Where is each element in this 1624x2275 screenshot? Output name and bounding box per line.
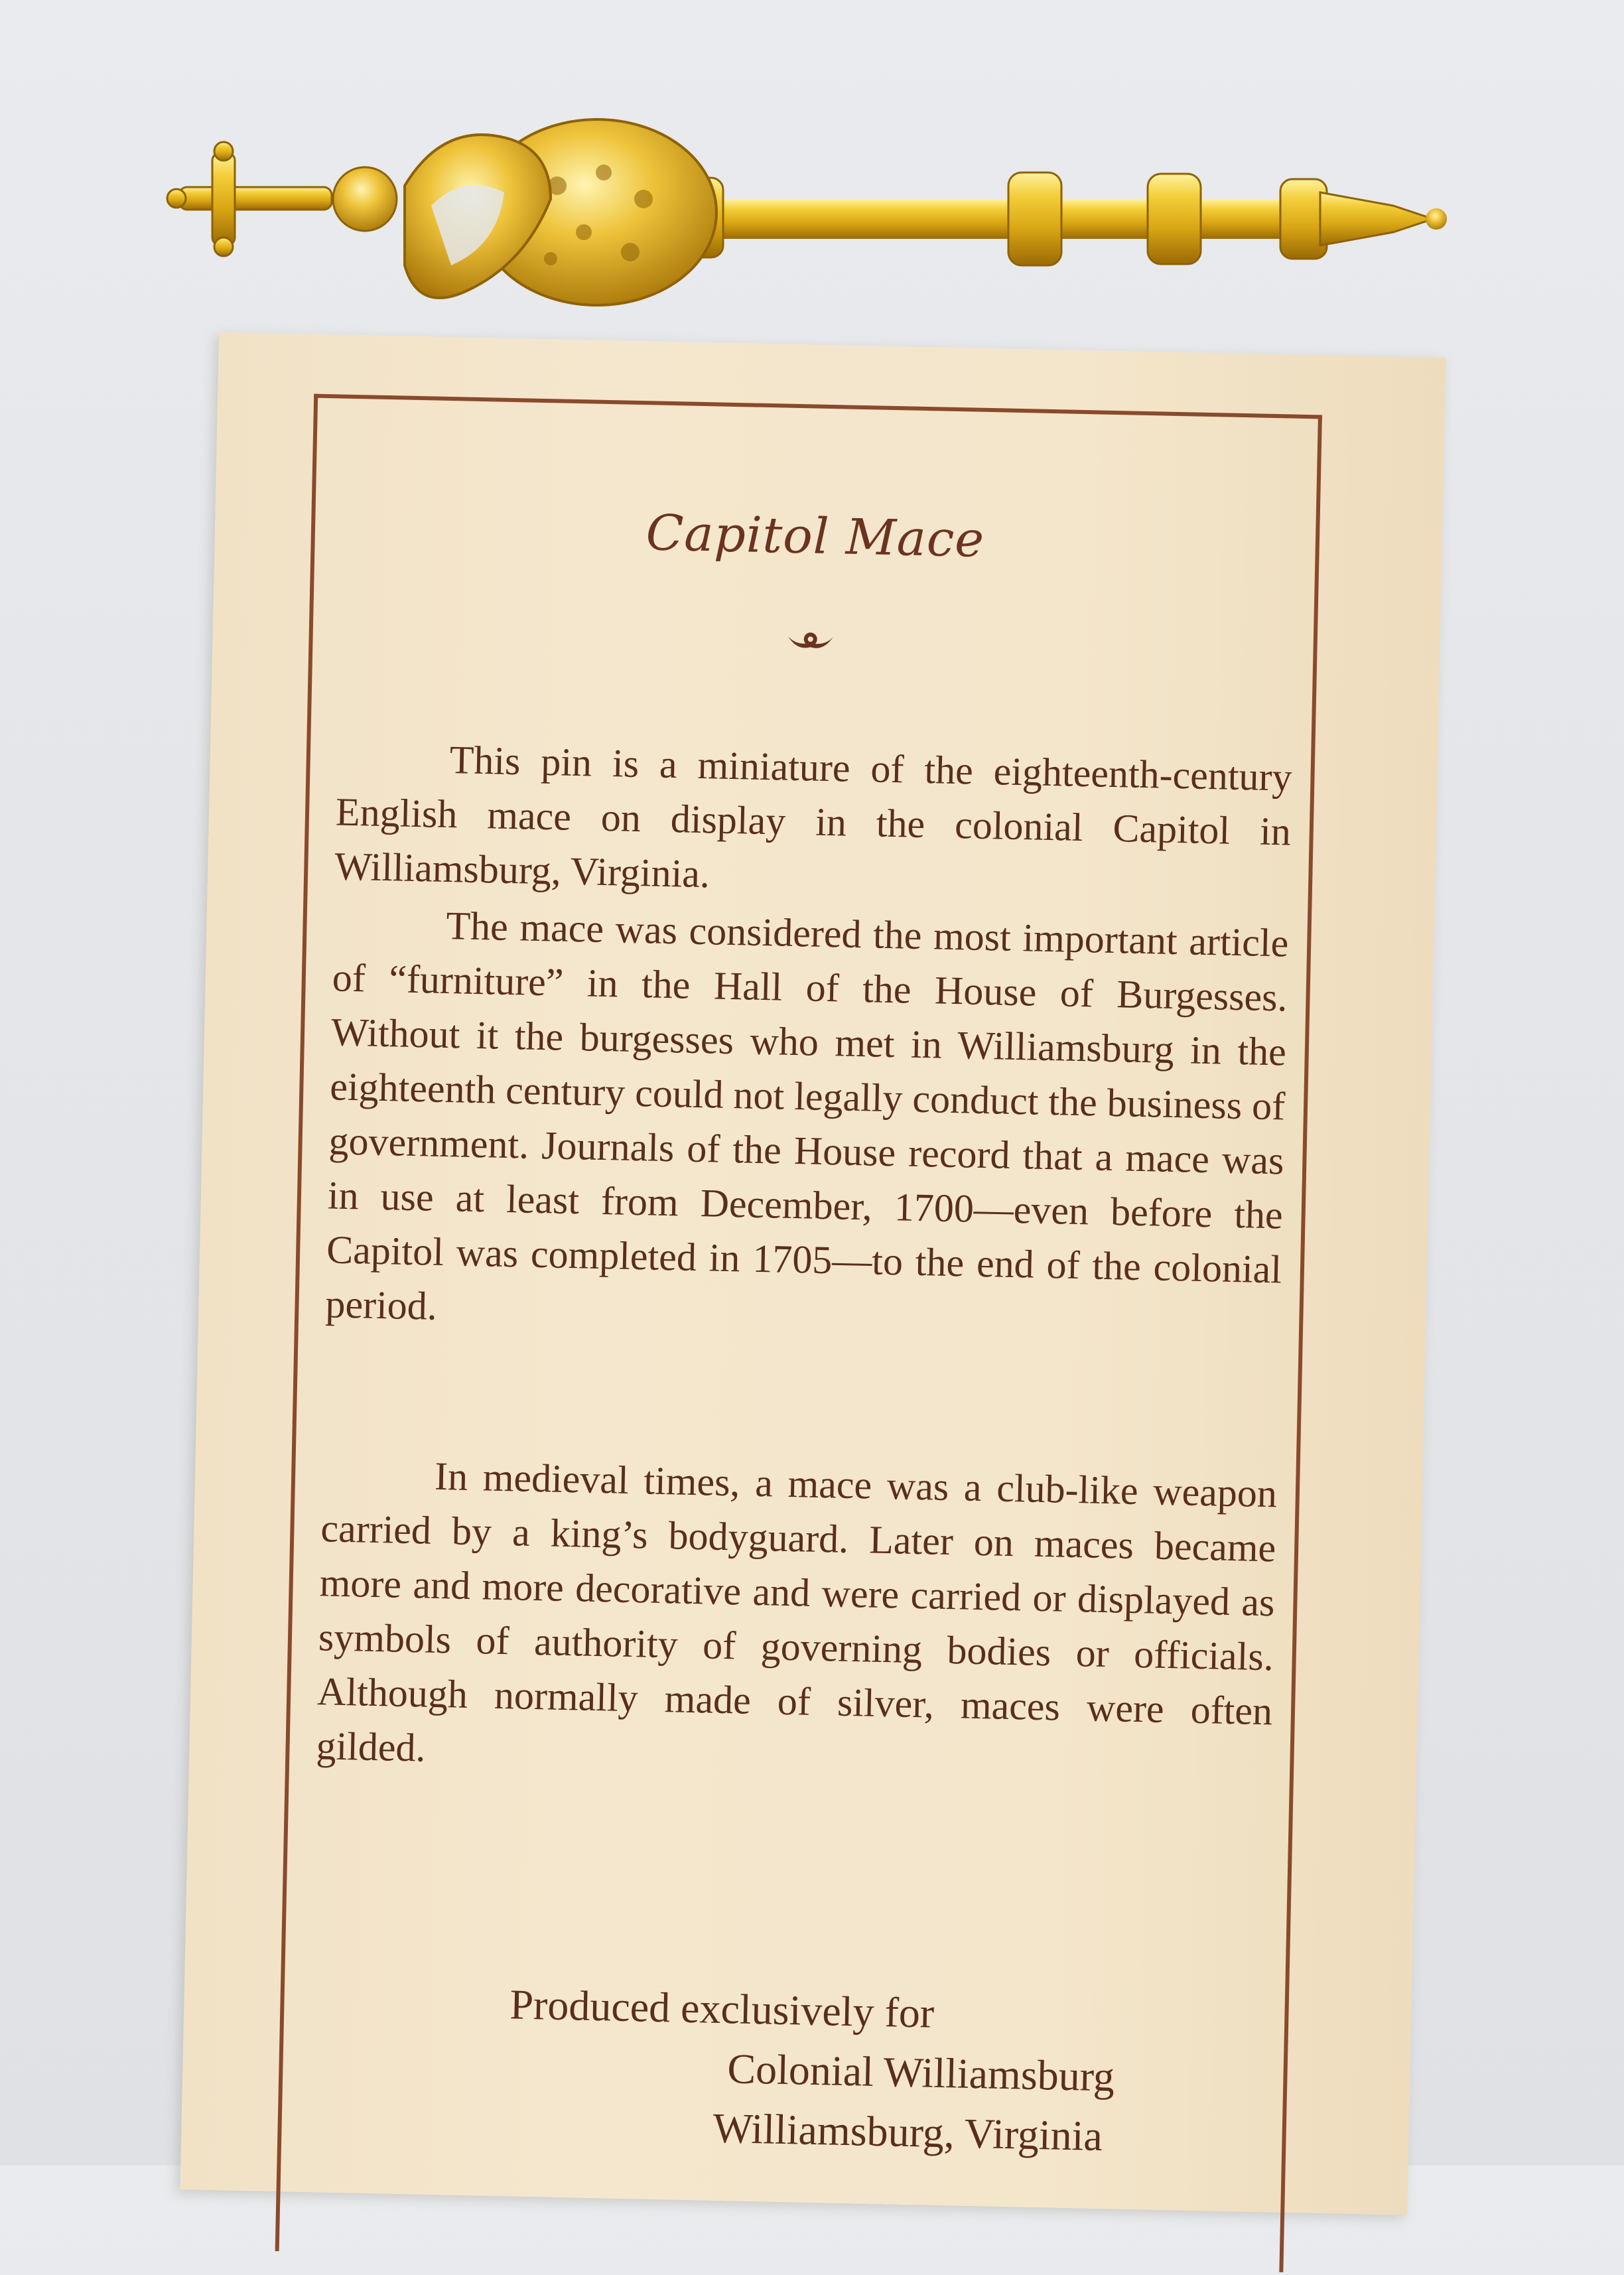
credit-line-1: Produced exclusively for — [509, 1980, 935, 2037]
info-card — [180, 332, 1446, 2215]
credit-line-3: Williamsburg, Virginia — [712, 2104, 1103, 2160]
card-border-frame — [275, 394, 1322, 2272]
paragraph-intro: This pin is a miniature of the eighteenth-century English mace on display in the colonial Capitol in Williamsburg, Virginia. — [334, 738, 1293, 896]
producer-credit — [507, 1974, 1253, 2169]
fleuron-ornament-icon — [783, 627, 837, 661]
card-title: Capitol Mace — [645, 504, 985, 569]
paragraph-history: The mace was considered the most important article of “furniture” in the Hall of the House of Burgesses. Without it the burgesses who met in Williamsburg in the eighteenth century could not legally conduct the business of government. Journals of the House record that a mace was in use at least from December, 1700—even before the Capitol was completed in 1705—to the end of the colonial period. — [324, 904, 1289, 1328]
paragraph-medieval: In medieval times, a mace was a club-like weapon carried by a king’s bodyguard. Later on maces became more and more decorative and were carried or displayed as symbols of authority of governing bodies or officials. Although normally made of silver, maces were often gilded. — [315, 1454, 1278, 1770]
credit-line-2: Colonial Williamsburg — [726, 2045, 1115, 2101]
gold-mace-pin — [153, 100, 1453, 365]
